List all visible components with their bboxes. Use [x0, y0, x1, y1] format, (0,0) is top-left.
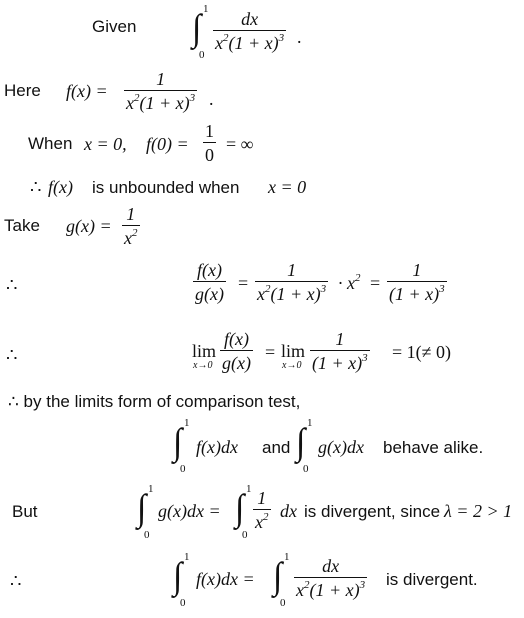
- behave-alike-text: behave alike.: [383, 438, 484, 457]
- integral-upper: 1: [184, 417, 190, 429]
- lim-word: lim: [192, 341, 217, 361]
- limit-result: = 1(≠ 0): [392, 342, 452, 362]
- integral-upper: 1: [284, 551, 290, 563]
- comparison-text: ∴ by the limits form of comparison test,: [8, 392, 301, 411]
- fraction-ratio: $\frac{1}{x^2(1 + x)^3}$: [257, 260, 327, 304]
- fx-dx-eq: f(x)dx =: [196, 569, 255, 589]
- therefore-sign: ∴: [6, 345, 18, 365]
- here-label: Here: [4, 81, 41, 100]
- therefore-sign: ∴: [10, 571, 22, 591]
- lim-word: lim: [281, 341, 306, 361]
- eq-infinity: = ∞: [226, 134, 254, 154]
- period: .: [297, 27, 302, 47]
- integral-sign: ∫: [235, 488, 245, 529]
- integral-lower: 0: [144, 529, 150, 541]
- integral-sign: ∫: [173, 422, 183, 463]
- integral-lower: 0: [303, 463, 309, 475]
- fx-eq: f(x) =: [66, 81, 108, 101]
- fraction-integrand: $\frac{dx}{x^2(1 + x)^3}$: [215, 9, 285, 53]
- period: .: [209, 89, 214, 109]
- equals: =: [238, 273, 249, 293]
- fraction-gx: $\frac{1}{x^2}$: [124, 204, 138, 248]
- fx-dx: f(x)dx: [196, 437, 238, 457]
- gx-dx: g(x)dx: [318, 437, 364, 457]
- fx-text: f(x): [48, 177, 73, 197]
- therefore-sign: ∴: [6, 275, 18, 295]
- take-label: Take: [4, 216, 40, 235]
- and-text: and: [262, 438, 291, 457]
- x-eq-0: x = 0,: [84, 134, 127, 154]
- integral-lower: 0: [199, 49, 205, 61]
- integral-sign: ∫: [137, 488, 147, 529]
- but-label: But: [12, 502, 38, 521]
- gx-eq: g(x) =: [66, 216, 112, 236]
- when-label: When: [28, 134, 73, 153]
- divergent-since-text: is divergent, since: [304, 502, 441, 521]
- integral-upper: 1: [184, 551, 190, 563]
- fraction-integrand-final: $\frac{dx}{x^2(1 + x)^3}$: [296, 556, 366, 600]
- integral-lower: 0: [242, 529, 248, 541]
- gx-dx-eq: g(x)dx =: [158, 501, 221, 521]
- therefore-sign: ∴: [30, 177, 42, 197]
- fraction-one-over-xsq: $\frac{1}{x^2}$: [255, 488, 269, 532]
- unbounded-text: is unbounded when: [92, 178, 240, 197]
- times-x-sq: · $x^2$: [338, 272, 361, 293]
- integral-sign: ∫: [296, 422, 306, 463]
- lim-subscript: x→0: [193, 360, 213, 371]
- given-label: Given: [92, 17, 137, 36]
- lim-subscript: x→0: [282, 360, 302, 371]
- integral-sign: ∫: [173, 556, 183, 597]
- equals: =: [265, 342, 276, 362]
- integral-upper: 1: [307, 417, 313, 429]
- is-divergent-text: is divergent.: [386, 570, 478, 589]
- x-eq-0-b: x = 0: [268, 177, 307, 197]
- fraction-one-over-zero: $\frac{1}{0}$: [205, 121, 214, 165]
- f0-eq: f(0) =: [146, 134, 189, 154]
- integral-upper: 1: [246, 483, 252, 495]
- integral-lower: 0: [180, 463, 186, 475]
- integral-sign: ∫: [273, 556, 283, 597]
- integral-sign: ∫: [192, 8, 202, 49]
- fraction-f-over-g: $\frac{f(x)}{g(x)}$: [195, 260, 224, 304]
- integral-lower: 0: [180, 597, 186, 609]
- integral-upper: 1: [148, 483, 154, 495]
- fraction-simplified: $\frac{1}{(1 + x)^3}$: [389, 260, 445, 304]
- fraction-fx: $\frac{1}{x^2(1 + x)^3}$: [126, 69, 196, 113]
- fraction-lim-simplified: $\frac{1}{(1 + x)^3}$: [312, 329, 368, 373]
- equals: =: [370, 273, 381, 293]
- dx: dx: [280, 501, 297, 521]
- integral-upper: 1: [203, 3, 209, 15]
- integral-lower: 0: [280, 597, 286, 609]
- fraction-f-over-g-lim: $\frac{f(x)}{g(x)}$: [222, 329, 251, 373]
- lambda-condition: λ = 2 > 1: [444, 501, 513, 521]
